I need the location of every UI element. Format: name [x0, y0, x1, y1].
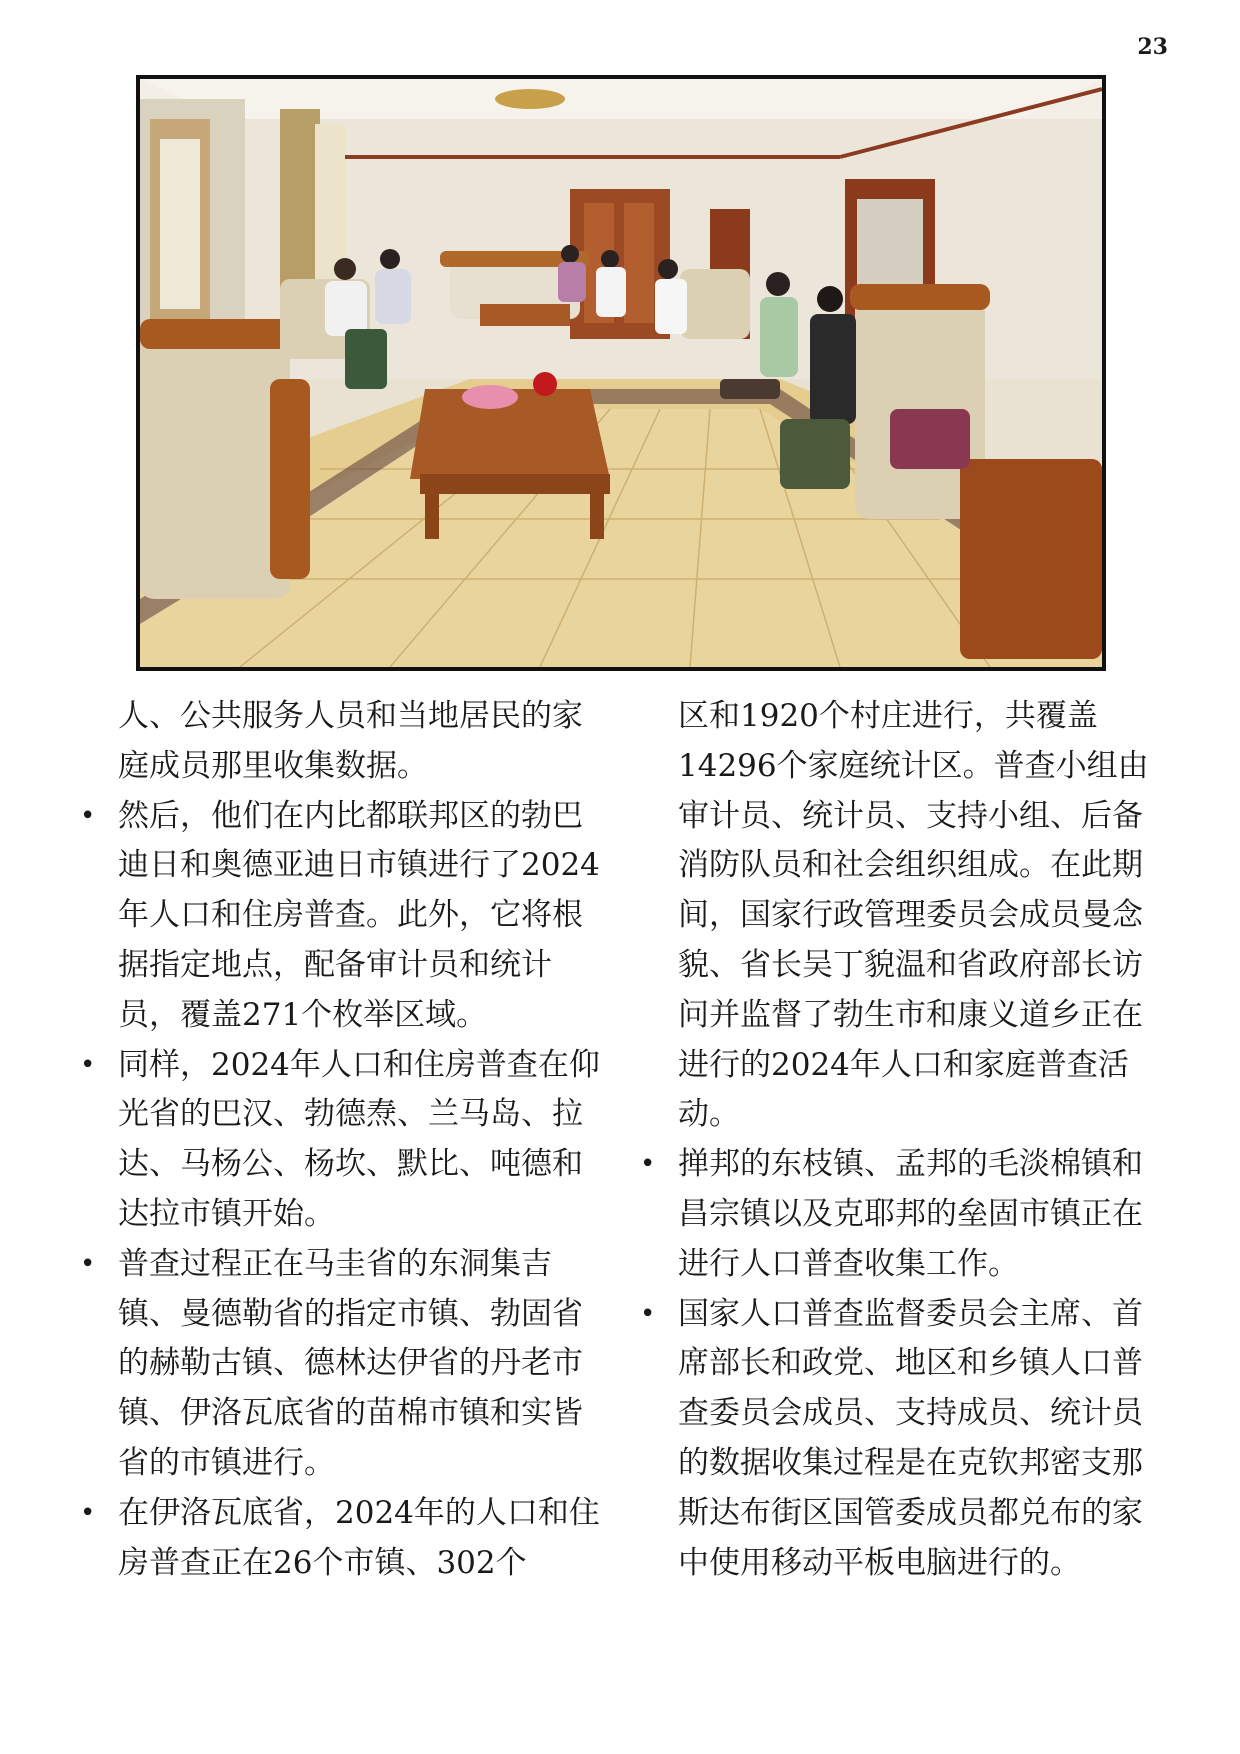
paragraph-continued: 区和1920个村庄进行，共覆盖14296个家庭统计区。普查小组由审计员、统计员、支持小组、后备消防队员和社会组织组成。在此期间，国家行政管理委员会成员曼念貌、省长吴丁貌温和省政府部长访问并监督了勃生市和康义道乡正在进行的2024年人口和家庭普查活动。 [678, 698, 1149, 1133]
bullet-paragraph: • 国家人口普查监督委员会主席、首席部长和政党、地区和乡镇人口普查委员会成员、支持成员、统计员的数据收集过程是在克钦邦密支那斯达布街区国管委成员都兑布的家中使用移动平板电脑进行的。 [640, 1290, 1168, 1589]
paragraph-continued: 人、公共服务人员和当地居民的家庭成员那里收集数据。 [118, 698, 583, 784]
meeting-room-photo [136, 75, 1106, 671]
left-text-column [80, 692, 602, 1588]
photo-illustration [140, 79, 1102, 667]
bullet-paragraph: • 掸邦的东枝镇、孟邦的毛淡棉镇和昌宗镇以及克耶邦的垒固市镇正在进行人口普查收集工作。 [640, 1140, 1168, 1289]
bullet-paragraph: • 同样，2024年人口和住房普查在仰光省的巴汉、勃德焘、兰马岛、拉达、马杨公、杨坎、默比、吨德和达拉市镇开始。 [80, 1041, 602, 1240]
right-text-column [640, 692, 1168, 1588]
bullet-paragraph: • 普查过程正在马圭省的东洞集吉镇、曼德勒省的指定市镇、勃固省的赫勒古镇、德林达伊省的丹老市镇、伊洛瓦底省的苗棉市镇和实皆省的市镇进行。 [80, 1240, 602, 1489]
page-number: 23 [1137, 34, 1168, 60]
bullet-paragraph: • 然后，他们在内比都联邦区的勃巴迪日和奥德亚迪日市镇进行了2024年人口和住房普查。此外，它将根据指定地点，配备审计员和统计员，覆盖271个枚举区域。 [80, 792, 602, 1041]
bullet-paragraph: • 在伊洛瓦底省，2024年的人口和住房普查正在26个市镇、302个 [80, 1489, 602, 1589]
